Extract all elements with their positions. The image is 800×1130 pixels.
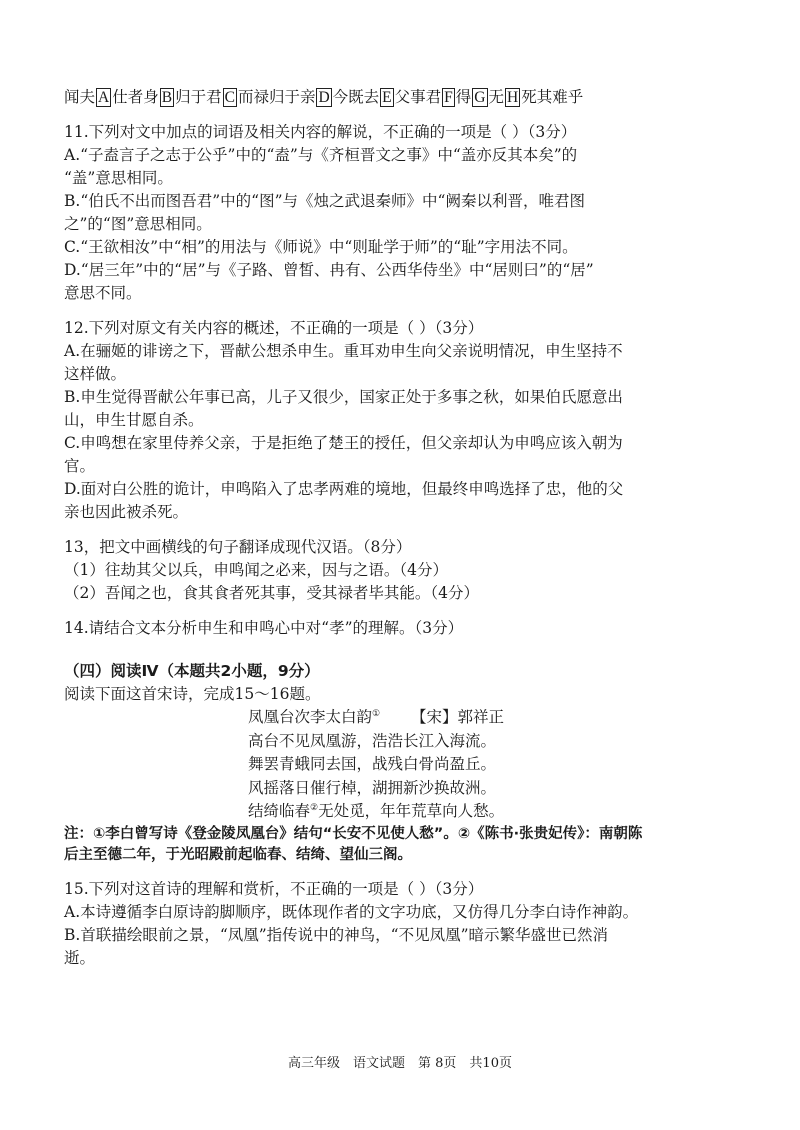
note-line: 后主至德二年，于光昭殿前起临春、结绮、望仙三阁。 xyxy=(64,846,412,863)
option-b: B.申生觉得晋献公年事已高，儿子又很少，国家正处于多事之秋，如果伯氏愿意出 xyxy=(64,388,623,406)
option-a-cont: “盖”意思相同。 xyxy=(64,169,173,187)
option-a: A.本诗遵循李白原诗韵脚顺序，既体现作者的文字功底，又仿得几分李白诗作神韵。 xyxy=(64,902,639,921)
option-c: C.申鸣想在家里侍养父亲，于是拒绝了楚王的授任，但父亲却认为申鸣应该入朝为 xyxy=(64,434,623,452)
segment: 死其难乎 xyxy=(521,88,584,106)
segment: 父事君 xyxy=(394,88,442,106)
question-12 xyxy=(64,317,740,524)
segment: 而禄归于亲 xyxy=(237,88,316,106)
option-b-cont: 逝。 xyxy=(64,948,96,967)
segment: 得 xyxy=(455,88,472,106)
marker-box: G xyxy=(474,89,486,106)
marker-box: F xyxy=(444,89,453,106)
option-b-cont: 之”的“图”意思相同。 xyxy=(64,215,212,233)
option-b: B.首联描绘眼前之景，“凤凰”指传说中的神鸟，“不见凤凰”暗示繁华盛世已然消 xyxy=(64,925,609,944)
question-11 xyxy=(64,121,740,305)
question-stem: 13，把文中画横线的句子翻译成现代汉语。（8分） xyxy=(64,538,412,556)
poem-line: 高台不见凤凰游，浩浩长江入海流。 xyxy=(248,731,497,750)
marker-box: B xyxy=(161,89,173,106)
question-stem: 12.下列对原文有关内容的概述，不正确的一项是（ ）（3分） xyxy=(64,319,484,337)
poem-line-part: 结绮临春 xyxy=(248,802,311,820)
question-15 xyxy=(64,878,740,970)
marker-box: H xyxy=(507,89,519,106)
punctuation-sentence xyxy=(64,86,740,109)
option-d-cont: 意思不同。 xyxy=(64,284,142,302)
page-footer: 高三年级 语文试题 第 8页 共10页 xyxy=(288,1056,512,1071)
segment: 闻夫 xyxy=(64,88,96,106)
question-stem: 11.下列对文中加点的词语及相关内容的解说，不正确的一项是（ ）（3分） xyxy=(64,123,577,141)
option-d-cont: 亲也因此被杀死。 xyxy=(64,503,189,521)
footnote-mark: ② xyxy=(310,802,319,813)
question-stem: 15.下列对这首诗的理解和赏析，不正确的一项是（ ）（3分） xyxy=(64,879,484,898)
marker-box: A xyxy=(98,89,110,106)
option-c-cont: 官。 xyxy=(64,457,96,475)
marker-box: C xyxy=(224,89,235,106)
poem-author: 【宋】郭祥正 xyxy=(411,708,505,726)
segment: 无 xyxy=(488,88,505,106)
marker-box: E xyxy=(382,89,392,106)
option-a-cont: 这样做。 xyxy=(64,365,127,383)
sub-question-2: （2）吾闻之也，食其食者死其事，受其禄者毕其能。（4分） xyxy=(64,584,479,602)
exam-page xyxy=(64,86,740,970)
question-14: 14.请结合文本分析申生和申鸣心中对“孝”的理解。（3分） xyxy=(64,619,464,637)
option-b-cont: 山，申生甘愿自杀。 xyxy=(64,411,204,429)
option-d: D.面对白公胜的诡计，申鸣陷入了忠孝两难的境地，但最终申鸣选择了忠，他的父 xyxy=(64,480,624,498)
section-heading: （四）阅读Ⅳ（本题共2小题，9分） xyxy=(64,662,320,680)
marker-box: D xyxy=(318,89,330,106)
poem-title-row xyxy=(248,706,740,730)
poem xyxy=(64,706,740,824)
segment: 归于君 xyxy=(175,88,222,106)
poem-line: 舞罢青蛾同去国，战残白骨尚盈丘。 xyxy=(248,755,497,773)
footnote-mark: ① xyxy=(372,708,381,719)
poem-line: 风摇落日催行棹，湖拥新沙换故洲。 xyxy=(248,778,497,797)
poem-line xyxy=(248,800,740,824)
option-c: C.“王欲相汝”中“相”的用法与《师说》中“则耻学于师”的“耻”字用法不同。 xyxy=(64,238,578,256)
poem-title: 凤凰台次李太白韵 xyxy=(248,708,373,726)
poem-line-part: 无处觅，年年荒草向人愁。 xyxy=(318,802,505,820)
poem-notes xyxy=(64,824,740,866)
section-intro: 阅读下面这首宋诗，完成15～16题。 xyxy=(64,685,321,703)
option-a: A.“子盍言子之志于公乎”中的“盍”与《齐桓晋文之事》中“盖亦反其本矣”的 xyxy=(64,146,578,164)
option-b: B.“伯氏不出而图吾君”中的“图”与《烛之武退秦师》中“阙秦以利晋，唯君图 xyxy=(64,192,585,210)
segment: 今既去 xyxy=(332,88,380,106)
question-13 xyxy=(64,536,740,605)
option-a: A.在骊姬的诽谤之下，晋献公想杀申生。重耳劝申生向父亲说明情况，申生坚持不 xyxy=(64,342,623,360)
segment: 仕者身 xyxy=(112,88,159,106)
note-line: 注：①李白曾写诗《登金陵凤凰台》结句“长安不见使人愁”。②《陈书·张贵妃传》：南朝陈 xyxy=(64,825,643,842)
sub-question-1: （1）往劫其父以兵，申鸣闻之必来，因与之语。（4分） xyxy=(64,561,448,579)
option-d: D.“居三年”中的“居”与《子路、曾皙、冉有、公西华侍坐》中“居则曰”的“居” xyxy=(64,261,594,279)
